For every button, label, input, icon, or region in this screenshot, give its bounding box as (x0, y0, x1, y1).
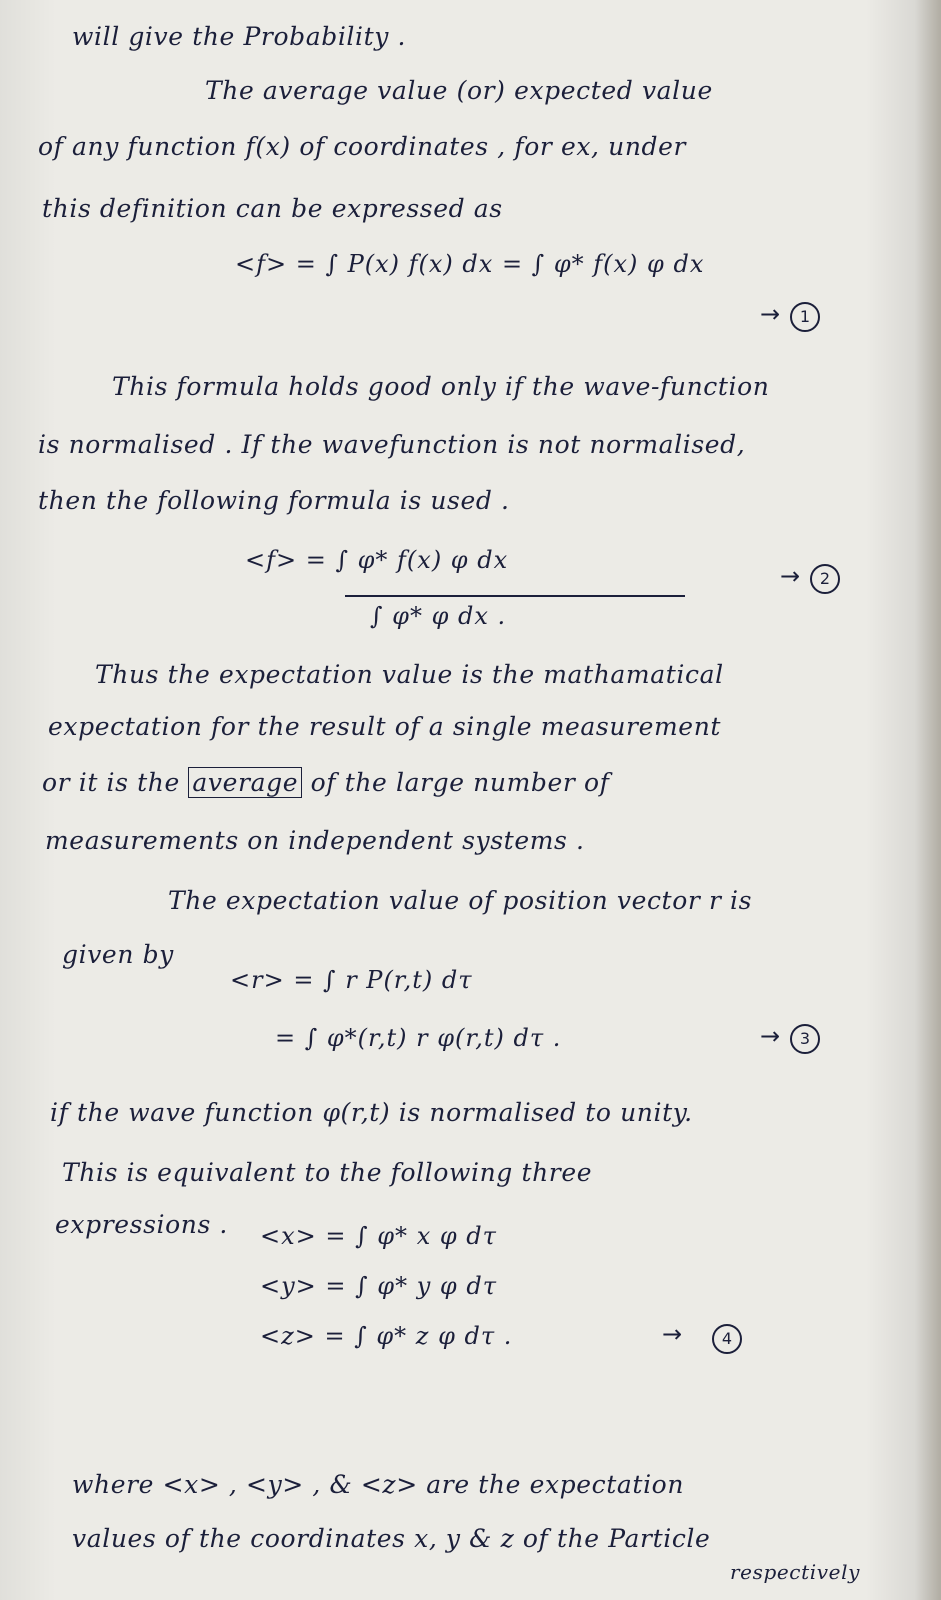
text-line-15: This is equivalent to the following three (62, 1158, 593, 1187)
text-line-11: measurements on independent systems . (45, 826, 585, 855)
arrow-2: → (780, 562, 801, 590)
text-line-10-end: of the large number of (310, 768, 610, 797)
text-line-8: Thus the expectation value is the mathamatical (95, 660, 724, 689)
text-line-10 (42, 768, 610, 797)
equation-2-denominator: ∫ φ* φ dx . (370, 602, 507, 630)
arrow-3: → (760, 1022, 781, 1050)
arrow-4: → (662, 1320, 683, 1348)
text-line-14: if the wave function φ(r,t) is normalised to unity. (50, 1098, 693, 1127)
text-line-19: respectively (730, 1560, 860, 1584)
text-line-6: is normalised . If the wavefunction is not normalised, (38, 430, 746, 459)
text-line-7: then the following formula is used . (38, 486, 510, 515)
text-line-17: where <x> , <y> , & <z> are the expectation (72, 1470, 685, 1499)
text-line-18: values of the coordinates x, y & z of the Particle (72, 1524, 711, 1553)
text-line-10-start: or it is the (42, 768, 180, 797)
equation-4b: <y> = ∫ φ* y φ dτ (260, 1272, 497, 1300)
equation-number-2: 2 (810, 564, 840, 594)
arrow-1: → (760, 300, 781, 328)
equation-3a: <r> = ∫ r P(r,t) dτ (230, 966, 473, 994)
equation-number-4: 4 (712, 1324, 742, 1354)
text-line-2: The average value (or) expected value (205, 76, 713, 105)
equation-4a: <x> = ∫ φ* x φ dτ (260, 1222, 497, 1250)
text-line-16: expressions . (55, 1210, 228, 1239)
text-line-9: expectation for the result of a single measurement (48, 712, 722, 741)
text-line-5: This formula holds good only if the wave-function (112, 372, 770, 401)
text-line-4: this definition can be expressed as (42, 194, 503, 223)
text-line-1: will give the Probability . (72, 22, 407, 51)
equation-1: <f> = ∫ P(x) f(x) dx = ∫ φ* f(x) φ dx (235, 250, 705, 278)
equation-4c: <z> = ∫ φ* z φ dτ . (260, 1322, 513, 1350)
equation-number-1: 1 (790, 302, 820, 332)
equation-number-3: 3 (790, 1024, 820, 1054)
boxed-word-average: average (188, 767, 302, 798)
text-line-3: of any function f(x) of coordinates , for ex, under (38, 132, 687, 161)
page-edge-shadow (915, 0, 941, 1600)
equation-2-numerator: <f> = ∫ φ* f(x) φ dx (245, 546, 509, 574)
fraction-bar (345, 595, 685, 597)
equation-3b: = ∫ φ*(r,t) r φ(r,t) dτ . (275, 1024, 562, 1052)
text-line-13: given by (62, 940, 174, 969)
text-line-12: The expectation value of position vector r is (168, 886, 753, 915)
